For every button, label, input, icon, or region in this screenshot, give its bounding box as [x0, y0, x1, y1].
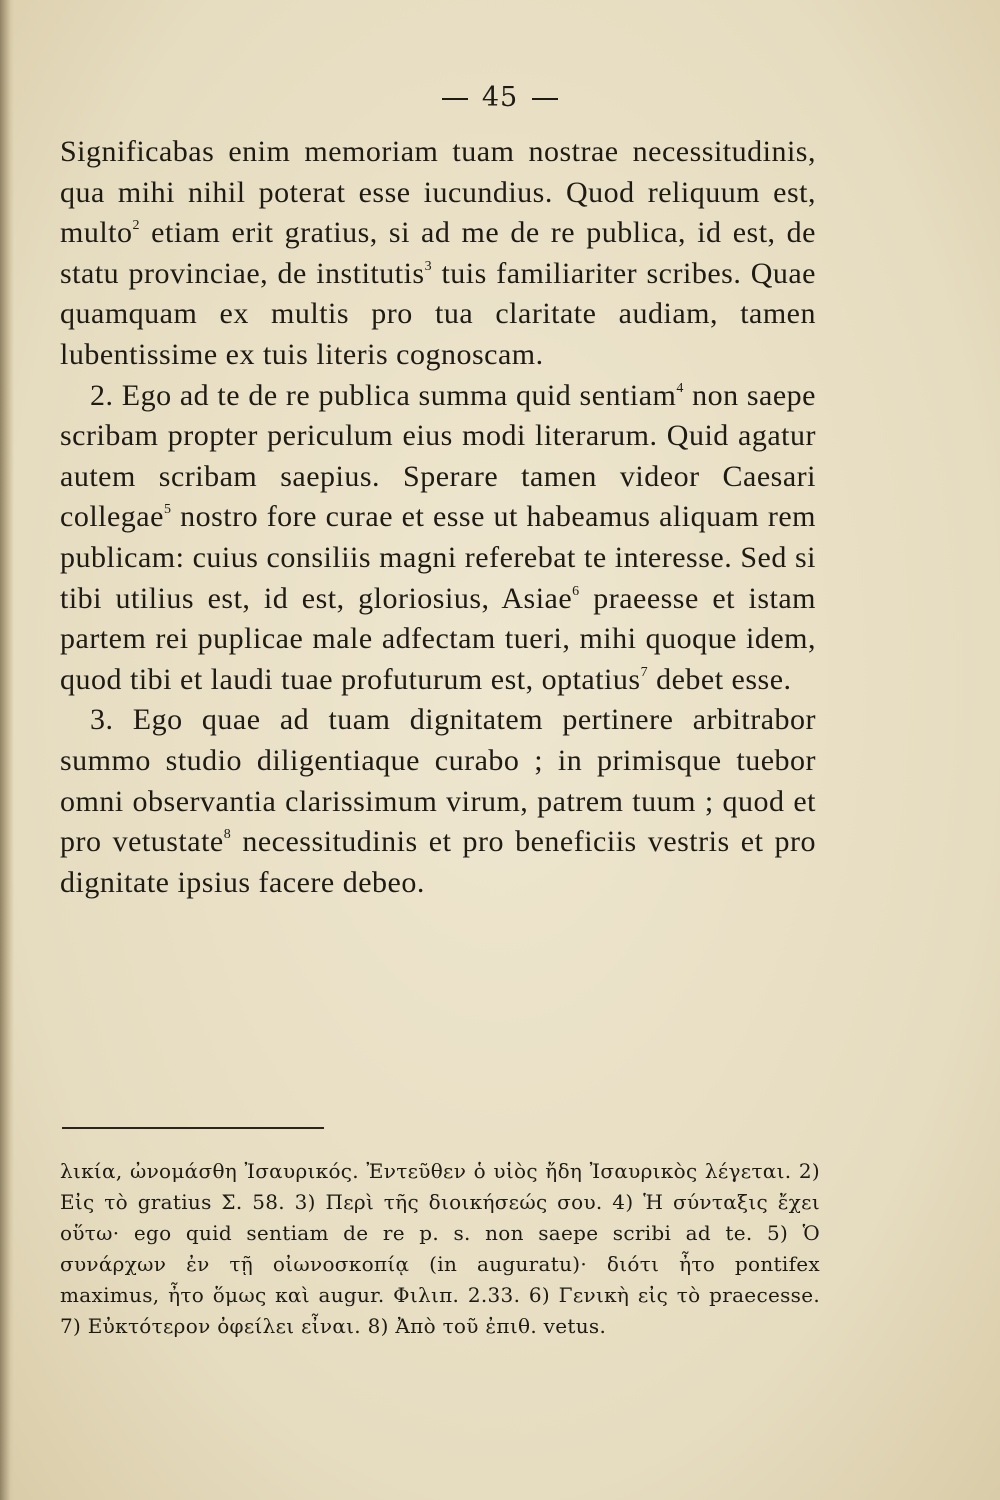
footnote-marker: 8	[223, 827, 232, 843]
paragraph-2	[60, 376, 816, 701]
footnote-marker: 4	[676, 380, 684, 396]
binding-edge	[0, 0, 14, 1500]
text-run: 2. Ego ad te de re publica summa quid sentiam	[90, 378, 677, 412]
text-run: necessitudinis et pro beneficiis vestris et pro dignitate ipsius facere debeo.	[60, 825, 816, 899]
footnote-marker: 6	[572, 583, 580, 599]
footnote-separator	[62, 1127, 324, 1129]
right-dash	[532, 98, 558, 100]
text-run: non saepe scribam propter periculum eius modi literarum. Quid agatur autem scribam saepius. Sperare tamen videor Caesari collegae	[60, 378, 816, 534]
footnote-marker: 3	[424, 258, 433, 274]
footnotes	[60, 1156, 820, 1342]
text-run: 3. Ego quae ad tuam dignitatem pertinere arbitrabor summo studio diligentiaque curabo ; in primisque tuebor omni observantia clarissimum virum, patrem tuum ; quod et pro vetustate	[60, 703, 816, 859]
page-number-header	[0, 82, 1000, 113]
footnote-marker: 2	[132, 218, 141, 234]
footnote-marker: 7	[640, 664, 649, 680]
paragraph-3	[60, 700, 816, 903]
text-run: nostro fore curae et esse ut habeamus aliquam rem publicam: cuius consiliis magni referebat te interesse. Sed si tibi utilius est, id est, gloriosius, Asiae	[60, 500, 816, 615]
text-run: praeesse et istam partem rei puplicae male adfectam tueri, mihi quoque idem, quod tibi et laudi tuae profuturum est, optatius	[60, 581, 817, 696]
text-run: debet esse.	[648, 662, 792, 696]
text-run: etiam erit gratius, si ad me de re publica, id est, de statu provinciae, de institutis	[60, 216, 816, 290]
left-dash	[442, 98, 468, 100]
text-run: Significabas enim memoriam tuam nostrae necessitudinis, qua mihi nihil poterat esse iucundius. Quod reliquum est, multo	[60, 135, 816, 250]
paragraph-1	[60, 132, 816, 376]
footnote-marker: 5	[163, 502, 172, 518]
text-run: tuis familiariter scribes. Quae quamquam ex multis pro tua claritate audiam, tamen lubentissime ex tuis literis cognoscam.	[60, 256, 816, 371]
page-number: 45	[481, 82, 519, 113]
main-text	[60, 132, 816, 903]
footnotes-text: λικία, ὠνομάσθη Ἰσαυρικός. Ἐντεῦθεν ὁ υἱὸς ἤδη Ἰσαυρικὸς λέγεται. 2) Εἰς τὸ gratius Σ. 58. 3) Περὶ τῆς διοικήσεώς σου. 4) Ἡ σύνταξις ἔχει οὕτω· ego quid sentiam de re p. s. non saepe scribi ad te. 5) Ὁ συνάρχων ἐν τῇ οἰωνοσκοπίᾳ (in auguratu)· διότι ἦτο pontifex maximus, ἦτο ὅμως καὶ augur. Φιλιπ. 2.33. 6) Γενικὴ εἰς τὸ praecesse. 7) Εὐκτότερον ὀφείλει εἶναι. 8) Ἀπὸ τοῦ ἐπιθ. vetus.	[60, 1159, 820, 1338]
